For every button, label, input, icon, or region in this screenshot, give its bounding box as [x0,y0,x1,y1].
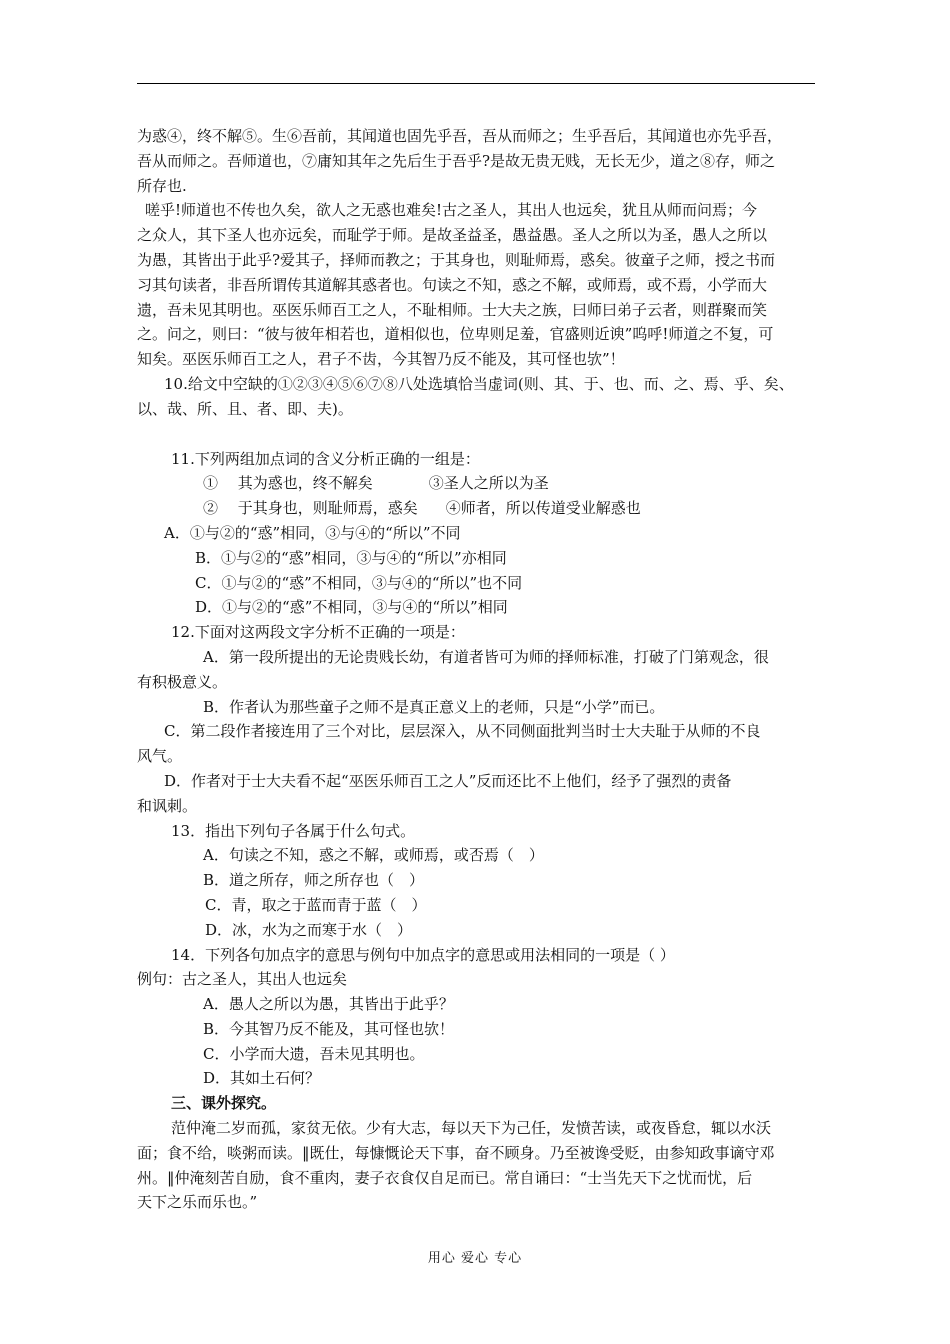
option-b: B．①与②的“惑”相同，③与④的“所以”亦相同 [195,548,507,567]
option-d: D．作者对于士大夫看不起“巫医乐师百工之人”反而还比不上他们，经予了强烈的责备 [164,771,732,790]
question-11 [137,447,815,621]
question-10 [137,372,815,422]
item-2: ② 于其身也，则耻师焉，惑矣 [203,499,418,518]
text-line: 州。‖仲淹刻苦自励，食不重肉，妻子衣食仅自足而已。常自诵曰：“士当先天下之忧而忧，后 [137,1168,753,1187]
item-1: ① 其为惑也，终不解矣 [203,474,373,493]
option-d: D．冰，水为之而寒于水（ ） [205,920,413,939]
text-line: 嗟乎!师道也不传也久矣，欲人之无惑也难矣!古之圣人，其出人也远矣，犹且从师而问焉；今 [145,201,758,220]
text-line: 和讽刺。 [137,796,198,815]
text-line: 有积极意义。 [137,672,228,691]
text-line: 之。问之，则曰：“彼与彼年相若也，道相似也，位卑则足羞，官盛则近谀”呜呼!师道之不复，可 [137,325,774,344]
option-b: B．作者认为那些童子之师不是真正意义上的老师，只是“小学”而已。 [203,697,665,716]
option-d: D．其如土石何？ [203,1069,321,1088]
question-13 [137,819,815,943]
question-stem: 12.下面对这两段文字分析不正确的一项是： [171,623,465,642]
item-4: ④师者，所以传道受业解惑也 [445,499,641,518]
text-line: 面；食不给，啖粥而读。‖既仕，每慷慨论天下事，奋不顾身。乃至被谗受贬，由参知政事谪守邓 [137,1143,775,1162]
header-rule [137,83,815,84]
document-body [137,124,815,1215]
option-a: A．第一段所提出的无论贵贱长幼，有道者皆可为师的择师标准，打破了门第观念，很 [203,647,769,666]
page-footer: 用心 爱心 专心 [427,1251,523,1266]
section-title: 三、课外探究。 [171,1094,277,1113]
text-line: 吾从而师之。吾师道也，⑦庸知其年之先后生于吾乎?是故无贵无贱，无长无少，道之⑧存，师之 [137,151,776,170]
option-b: B．道之所存，师之所存也（ ） [203,871,425,890]
text-line: 之众人，其下圣人也亦远矣，而耻学于师。是故圣益圣，愚益愚。圣人之所以为圣，愚人之所以 [137,226,768,245]
question-14 [137,943,815,1092]
question-stem: 11.下列两组加点词的含义分析正确的一组是： [171,449,480,468]
text-line: 知矣。巫医乐师百工之人，君子不齿，今其智乃反不能及，其可怪也欤”！ [137,350,625,369]
item-3: ③圣人之所以为圣 [428,474,549,493]
passage-paragraph-2 [137,198,815,372]
option-c: C．小学而大遗，吾未见其明也。 [203,1044,425,1063]
text-line: 遗，吾未见其明也。巫医乐师百工之人，不耻相师。士大夫之族，曰师曰弟子云者，则群聚而笑 [137,300,768,319]
text-line: 习其句读者，非吾所谓传其道解其惑者也。句读之不知，惑之不解，或师焉，或不焉，小学而大 [137,275,768,294]
question-item-row [137,471,815,496]
example-sentence: 例句：古之圣人，其出人也远矣 [137,970,348,989]
text-line: 为愚，其皆出于此乎?爱其子，择师而教之；于其身也，则耻师焉，惑矣。彼童子之师，授之书而 [137,250,776,269]
option-c: C．第二段作者接连用了三个对比，层层深入，从不同侧面批判当时士大夫耻于从师的不良 [164,722,761,741]
text-line: 以、哉、所、且、者、即、夫)。 [137,399,353,418]
option-c: C．青，取之于蓝而青于蓝（ ） [205,895,427,914]
option-a: A．愚人之所以为愚，其皆出于此乎？ [203,995,454,1014]
question-stem: 10.给文中空缺的①②③④⑤⑥⑦⑧八处选填恰当虚词(则、其、于、也、而、之、焉、乎、矣、 [164,374,794,393]
question-stem: 13．指出下列句子各属于什么句式。 [171,821,416,840]
question-item-row [137,496,815,521]
question-12 [137,620,815,818]
option-a: A．句读之不知，惑之不解，或师焉，或否焉（ ） [203,846,544,865]
text-line: 天下之乐而乐也。” [137,1193,258,1212]
option-d: D．①与②的“惑”不相同，③与④的“所以”相同 [195,598,508,617]
option-c: C．①与②的“惑”不相同，③与④的“所以”也不同 [195,573,523,592]
option-a: A．①与②的“惑”相同，③与④的“所以”不同 [164,523,461,542]
text-line: 为惑④，终不解⑤。生⑥吾前，其闻道也固先乎吾，吾从而师之；生乎吾后，其闻道也亦先乎吾， [137,127,783,145]
text-line: 所存也. [137,176,187,195]
question-stem: 14．下列各句加点字的意思与例句中加点字的意思或用法相同的一项是（ ） [171,945,675,964]
text-line: 风气。 [137,747,183,766]
passage-paragraph-1 [137,124,815,198]
option-b: B．今其智乃反不能及，其可怪也欤！ [203,1019,455,1038]
section-3 [137,1091,815,1215]
text-line: 范仲淹二岁而孤，家贫无依。少有大志，每以天下为己任，发愤苦读，或夜昏怠，辄以水沃 [171,1119,772,1138]
